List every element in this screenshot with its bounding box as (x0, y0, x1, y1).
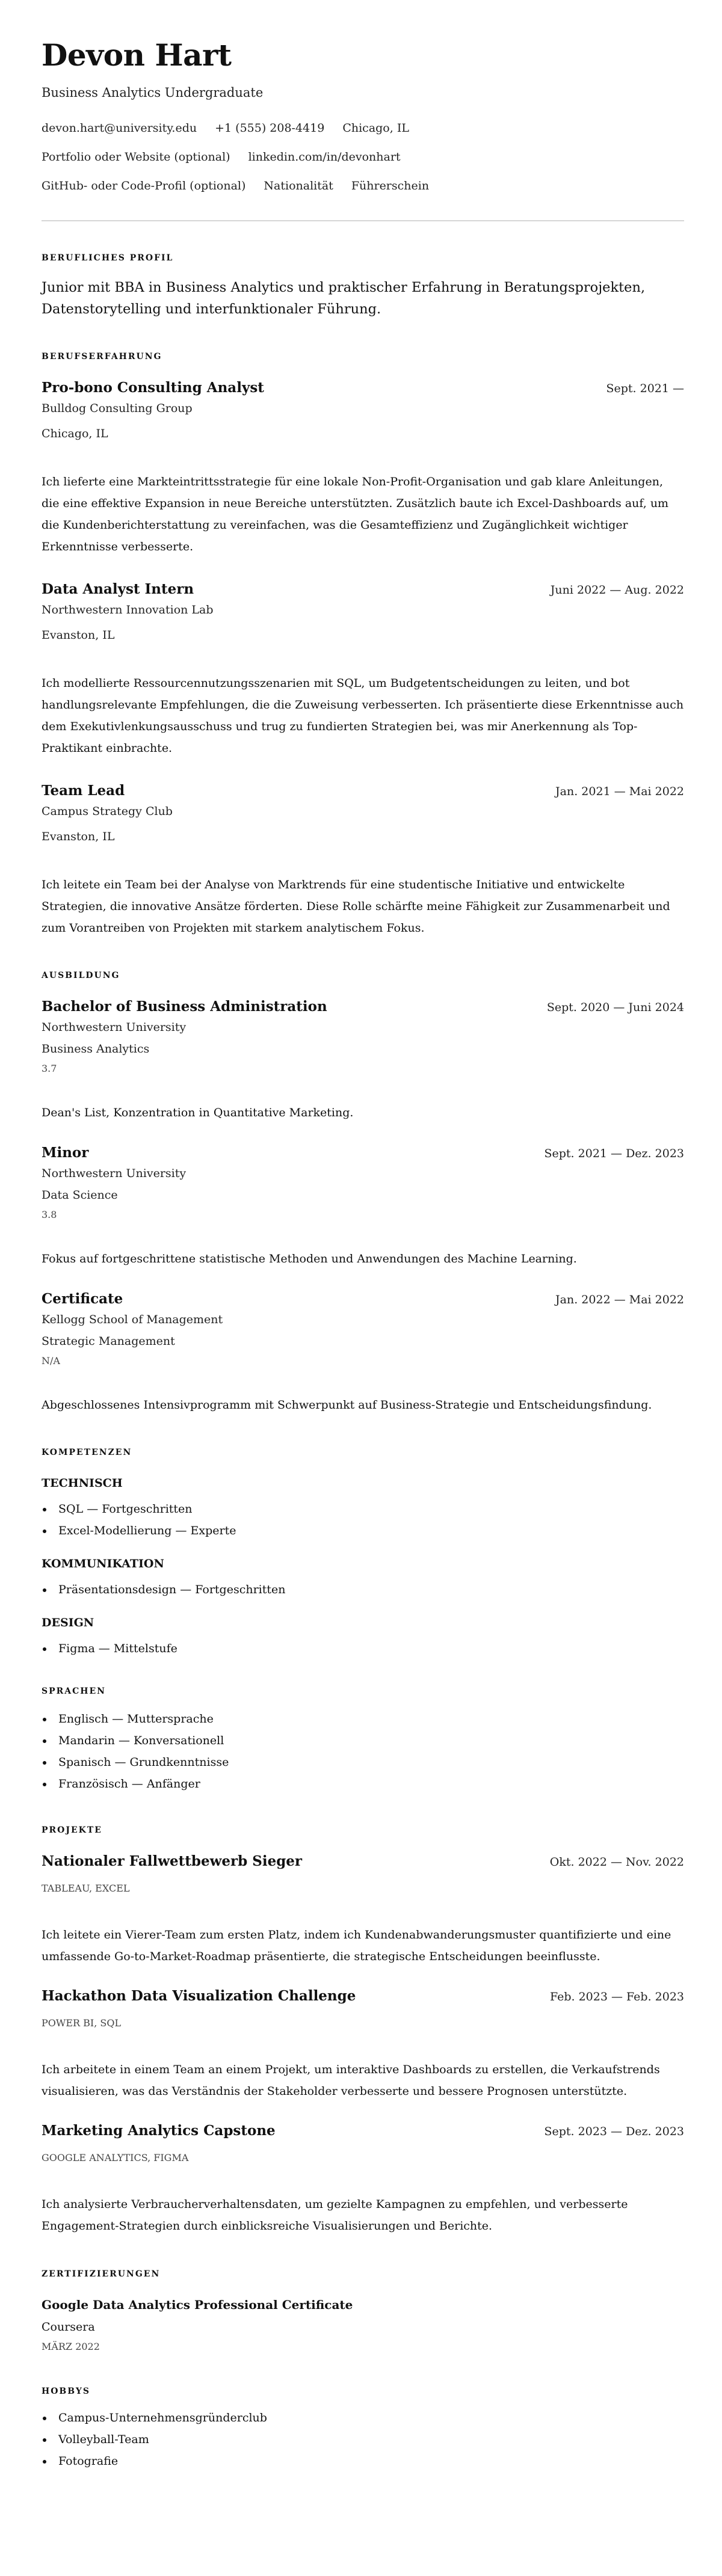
section-heading: KOMPETENZEN (42, 1448, 132, 1457)
contact-row (42, 177, 684, 194)
skill-list (42, 1638, 684, 1659)
section-heading: ZERTIFIZIERUNGEN (42, 2269, 161, 2279)
certification-title: Google Data Analytics Professional Certificate (42, 2298, 353, 2312)
entry-field: Strategic Management (42, 1335, 175, 1348)
entry-header-row (42, 580, 684, 599)
project-tools: GOOGLE ANALYTICS, FIGMA (42, 2152, 189, 2163)
project-entry (42, 1987, 684, 2102)
contact-location: Chicago, IL (342, 121, 409, 135)
education-section (42, 970, 684, 1416)
project-entry (42, 1852, 684, 1967)
entry-description: Ich lieferte eine Markteintrittsstrategie für eine lokale Non-Profit-Organisation und gab klare Anleitungen, die eine effektive Expansion in neue Bereiche unterstützten. Zusätzlich baute ich Excel-Dashboards auf, um die Kundenberichterstattung zu vereinfachen, was die Gesamteffizienz und Zugänglichkeit wichtiger Erkenntnisse verbesserte. (42, 475, 669, 553)
entry-header-row (42, 1144, 684, 1163)
contact-github[interactable]: GitHub- oder Code-Profil (optional) (42, 179, 246, 192)
entry-date: Sept. 2021 — Dez. 2023 (544, 1147, 684, 1160)
entry-title: Team Lead (42, 782, 125, 799)
entry-header-row (42, 1852, 684, 1871)
candidate-name: Devon Hart (42, 37, 232, 73)
header-divider (42, 220, 684, 221)
contact-row (42, 120, 684, 137)
entry-title: Certificate (42, 1291, 123, 1307)
contact-nationality: Nationalität (264, 179, 333, 192)
experience-section (42, 351, 684, 939)
certification-entry (42, 2297, 684, 2353)
skill-group-heading: KOMMUNIKATION (42, 1557, 164, 1570)
entry-description: Dean's List, Konzentration in Quantitative Marketing. (42, 1106, 354, 1119)
entry-date: Jan. 2022 — Mai 2022 (555, 1293, 684, 1306)
entry-date: Sept. 2021 — (606, 382, 684, 395)
entry-location: Evanston, IL (42, 629, 115, 642)
contact-linkedin[interactable]: linkedin.com/in/devonhart (248, 150, 401, 164)
education-entry (42, 1290, 684, 1416)
language-item: Französisch — Anfänger (42, 1773, 684, 1795)
entry-institution: Northwestern University (42, 1167, 187, 1180)
entry-header-row (42, 379, 684, 398)
hobbies-list (42, 2407, 684, 2472)
skill-group-heading: DESIGN (42, 1616, 94, 1629)
projects-section (42, 1824, 684, 2237)
entry-title: Minor (42, 1145, 89, 1161)
experience-entry (42, 782, 684, 939)
entry-title: Pro-bono Consulting Analyst (42, 380, 264, 396)
entry-description: Ich analysierte Verbraucherverhaltensdaten, um gezielte Kampagnen zu empfehlen, und verbesserte Engagement-Strategien durch einblicksreiche Visualisierungen und Berichte. (42, 2198, 628, 2233)
certification-issuer: Coursera (42, 2320, 95, 2334)
contact-row (42, 149, 684, 165)
entry-organization: Northwestern Innovation Lab (42, 603, 214, 616)
certifications-section (42, 2268, 684, 2353)
language-item: Englisch — Muttersprache (42, 1708, 684, 1730)
project-tools: TABLEAU, EXCEL (42, 1883, 130, 1894)
entry-location: Chicago, IL (42, 427, 108, 440)
entry-field: Data Science (42, 1188, 118, 1202)
candidate-headline: Business Analytics Undergraduate (42, 85, 264, 100)
entry-date: Sept. 2023 — Dez. 2023 (544, 2125, 684, 2138)
section-heading: HOBBYS (42, 2387, 90, 2396)
hobbies-section (42, 2385, 684, 2472)
entry-title: Marketing Analytics Capstone (42, 2123, 276, 2139)
hobby-item: Fotografie (42, 2450, 684, 2472)
contact-drivers-license: Führerschein (351, 179, 430, 192)
entry-header-row (42, 1987, 684, 2006)
entry-title: Data Analyst Intern (42, 581, 194, 597)
entry-description: Ich arbeitete in einem Team an einem Projekt, um interaktive Dashboards zu erstellen, die Verkaufstrends visualisieren, was das Verständnis der Stakeholder verbesserte und bessere Prognosen unterstützte. (42, 2063, 660, 2098)
entry-date: Juni 2022 — Aug. 2022 (550, 583, 684, 597)
languages-section (42, 1685, 684, 1795)
experience-entry (42, 379, 684, 558)
experience-entry (42, 580, 684, 759)
education-entry (42, 998, 684, 1124)
entry-header-row (42, 1290, 684, 1309)
entry-date: Jan. 2021 — Mai 2022 (555, 785, 684, 798)
entry-title: Bachelor of Business Administration (42, 998, 327, 1015)
skills-section (42, 1446, 684, 1659)
hobby-item: Volleyball-Team (42, 2429, 684, 2450)
entry-gpa: 3.7 (42, 1063, 57, 1074)
contact-portfolio[interactable]: Portfolio oder Website (optional) (42, 150, 230, 164)
education-entry (42, 1144, 684, 1270)
skill-item: SQL — Fortgeschritten (42, 1498, 684, 1520)
section-heading: AUSBILDUNG (42, 971, 120, 980)
entry-date: Feb. 2023 — Feb. 2023 (549, 1990, 684, 2003)
entry-organization: Bulldog Consulting Group (42, 402, 193, 415)
entry-description: Abgeschlossenes Intensivprogramm mit Schwerpunkt auf Business-Strategie und Entscheidungsfindung. (42, 1398, 652, 1412)
skill-list (42, 1579, 684, 1600)
entry-description: Ich modellierte Ressourcennutzungsszenarien mit SQL, um Budgetentscheidungen zu leiten, und bot handlungsrelevante Empfehlungen, die die Zuweisung verbesserten. Ich präsentierte diese Erkenntnisse auch dem Exekutivlenkungsausschuss und trug zu fundierten Strategien bei, was mir Anerkennung als Top-Praktikant einbrachte. (42, 677, 684, 755)
skill-group-heading: TECHNISCH (42, 1477, 123, 1490)
hobby-item: Campus-Unternehmensgründerclub (42, 2407, 684, 2429)
entry-description: Fokus auf fortgeschrittene statistische Methoden und Anwendungen des Machine Learning. (42, 1252, 577, 1265)
entry-description: Ich leitete ein Team bei der Analyse von Marktrends für eine studentische Initiative und entwickelte Strategien, die innovative Ansätze förderten. Diese Rolle schärfte meine Fähigkeit zur Zusammenarbeit und zum Vorantreiben von Projekten mit starkem analytischem Fokus. (42, 878, 670, 935)
entry-title: Nationaler Fallwettbewerb Sieger (42, 1853, 303, 1869)
skill-list (42, 1498, 684, 1542)
entry-header-row (42, 2122, 684, 2141)
entry-header-row (42, 782, 684, 801)
language-item: Mandarin — Konversationell (42, 1730, 684, 1751)
profile-summary: Junior mit BBA in Business Analytics und praktischer Erfahrung in Beratungsprojekten, Datenstorytelling und interfunktionaler Führung. (42, 280, 646, 317)
skill-item: Figma — Mittelstufe (42, 1638, 684, 1659)
entry-gpa: 3.8 (42, 1209, 57, 1220)
skill-item: Excel-Modellierung — Experte (42, 1520, 684, 1542)
entry-location: Evanston, IL (42, 830, 115, 843)
entry-date: Sept. 2020 — Juni 2024 (546, 1001, 684, 1014)
entry-date: Okt. 2022 — Nov. 2022 (549, 1855, 684, 1869)
entry-institution: Northwestern University (42, 1021, 187, 1034)
section-heading: BERUFLICHES PROFIL (42, 253, 174, 263)
section-heading: PROJEKTE (42, 1825, 102, 1835)
project-entry (42, 2122, 684, 2237)
profile-section (42, 252, 684, 320)
entry-gpa: N/A (42, 1355, 60, 1366)
contact-email[interactable]: devon.hart@university.edu (42, 121, 197, 135)
entry-field: Business Analytics (42, 1042, 150, 1056)
resume-header (42, 36, 684, 194)
entry-description: Ich leitete ein Vierer-Team zum ersten Platz, indem ich Kundenabwanderungsmuster quantifizierte und eine umfassende Go-to-Market-Roadmap präsentierte, die strategische Entscheidungen beeinflusste. (42, 1928, 671, 1963)
entry-organization: Campus Strategy Club (42, 805, 173, 818)
contact-phone[interactable]: +1 (555) 208-4419 (215, 121, 325, 135)
entry-header-row (42, 998, 684, 1016)
certification-date: MÄRZ 2022 (42, 2341, 100, 2352)
section-heading: BERUFSERFAHRUNG (42, 352, 162, 361)
entry-title: Hackathon Data Visualization Challenge (42, 1988, 356, 2004)
skill-item: Präsentationsdesign — Fortgeschritten (42, 1579, 684, 1600)
entry-institution: Kellogg School of Management (42, 1313, 223, 1326)
project-tools: POWER BI, SQL (42, 2017, 122, 2029)
languages-list (42, 1708, 684, 1795)
language-item: Spanisch — Grundkenntnisse (42, 1751, 684, 1773)
section-heading: SPRACHEN (42, 1686, 106, 1696)
